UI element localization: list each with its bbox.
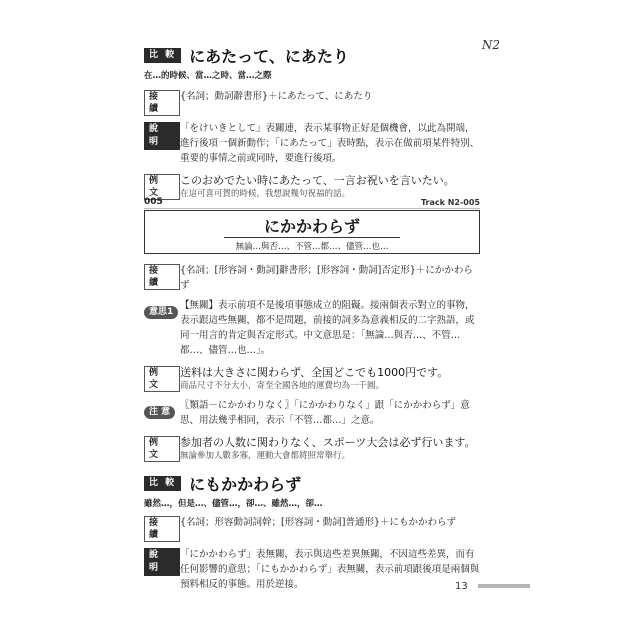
connect-badge: 接 續 [144, 264, 180, 290]
compare-badge: 比 較 [144, 48, 181, 63]
level-mark: N2 [481, 38, 500, 52]
example-translation: 無論參加人數多寡，運動大會都將照常舉行。 [180, 451, 351, 461]
explain-badge: 說 明 [144, 122, 180, 150]
example-translation: 在這可喜可賀的時候，我想說幾句祝福的話。 [180, 189, 351, 199]
example-badge: 例 文 [144, 366, 180, 392]
compare-meaning: 在…的時候、當…之時、當…之際 [144, 71, 272, 81]
compare-badge: 比 較 [144, 476, 181, 491]
note-text: 〖類語－にかかわりなく〗「にかかわりなく」跟「にかかわらず」意思、用法幾乎相同，表示「不管…都…」之意。 [180, 400, 470, 426]
grammar-divider [144, 197, 480, 209]
connect-text: {名詞；動詞辭書形}＋にあたって、にあたり [180, 91, 373, 102]
audio-track-label: Track N2-005 [420, 198, 480, 207]
compare-title: にもかかわらず [189, 475, 302, 494]
meaning-text: 【無關】表示前項不是後項事態成立的阻礙。接兩個表示對立的事物，表示跟這些無關，都不是問題，前接的詞多為意義相反的二字熟語，或同一用言的肯定與否定形式。中文意思是：「無論…與否…、不管…都…、儘管…也…」。 [180, 300, 475, 356]
example-translation: 商品尺寸不分大小，寄至全國各地的運費均為一千圓。 [180, 381, 385, 391]
note-badge: 注 意 [144, 406, 175, 419]
compare-title: にあたって、にあたり [189, 47, 349, 66]
compare-section-1 [144, 44, 480, 201]
example-badge: 例 文 [144, 174, 180, 200]
grammar-section [144, 258, 480, 463]
explain-text: 「をけいきとして」表關連，表示某事物正好是個機會，以此為開端，進行後項一個新動作；「にあたって」表時點，表示在做前項某件特別、重要的事情之前或同時，要進行後項。 [180, 123, 480, 164]
footer-bar [478, 584, 530, 588]
grammar-number: 005 [144, 197, 163, 207]
compare-section-2 [144, 472, 480, 592]
connect-badge: 接 續 [144, 90, 180, 116]
meaning-badge: 意思1 [144, 306, 178, 319]
explain-badge: 說 明 [144, 548, 180, 576]
connect-badge: 接 續 [144, 516, 180, 542]
page-number: 13 [455, 581, 468, 592]
example-badge: 例 文 [144, 436, 180, 462]
grammar-title-box [144, 210, 480, 254]
connect-text: {名詞；形容動詞詞幹；[形容詞・動詞]普通形}＋にもかかわらず [180, 517, 457, 528]
example-sentence: 送料は大きさに関わらず、全国どこでも1000円です。 [180, 366, 449, 379]
example-sentence: 参加者の人数に関わりなく、スポーツ大会は必ず行います。 [180, 436, 476, 449]
compare-meaning: 雖然…，但是…、儘管…，卻…、雖然…，卻… [144, 499, 323, 509]
example-sentence: このおめでたい時にあたって、一言お祝いを言いたい。 [180, 174, 455, 187]
explain-text: 「にかかわらず」表無關，表示與這些差異無關，不因這些差異，而有任何影響的意思；「にもかかわらず」表無關，表示前項跟後項是兩個與預料相反的事態。用於逆接。 [180, 549, 480, 590]
grammar-meaning: 無論…與否…、不管…都…、儘管…也… [235, 242, 389, 252]
connect-text: {名詞；[形容詞・動詞]辭書形；[形容詞・動詞]否定形}＋にかかわらず [180, 265, 473, 291]
grammar-title: にかかわらず [224, 214, 400, 238]
